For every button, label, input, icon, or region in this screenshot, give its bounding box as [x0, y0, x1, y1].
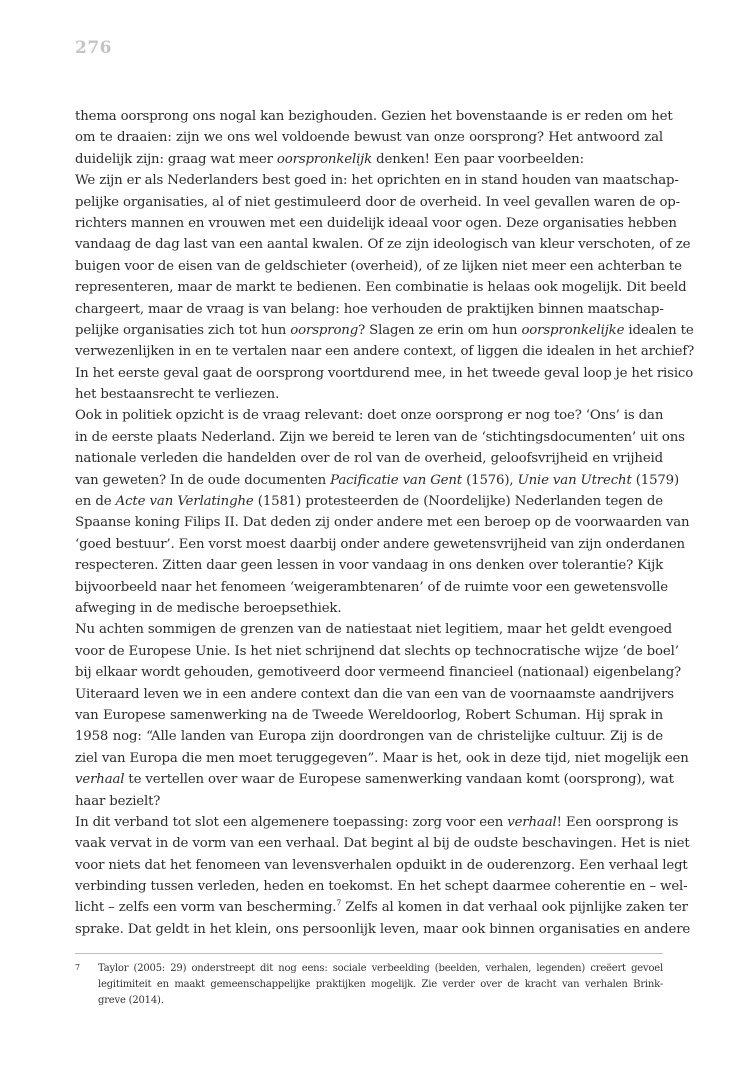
- text-line: 1958 nog: “Alle landen van Europa zijn doordrongen van de christelijke cultuur. Zij is de: [75, 729, 663, 745]
- text-line: Uiteraard leven we in een andere context dan die van een van de voornaamste aandrijvers: [75, 686, 674, 702]
- italic-term: Pacificatie van Gent: [330, 472, 463, 488]
- footnote-text: [98, 961, 663, 1009]
- text-line: licht – zelfs een vorm van bescherming.$^7$ Zelfs al komen in dat verhaal ook pijnlijke zaken ter: [75, 899, 688, 916]
- footnote-line: legitimiteit en maakt gemeenschappelijke praktijken mogelijk. Zie verder over de kracht van verhalen Brink-: [98, 979, 663, 990]
- italic-term: Unie van Utrecht: [517, 472, 632, 488]
- text-line: voor niets dat het fenomeen van levensverhalen opduikt in de ouderenzorg. Een verhaal legt: [75, 857, 688, 873]
- italic-term: verhaal: [507, 814, 557, 830]
- text-line: thema oorsprong ons nogal kan bezighouden. Gezien het bovenstaande is er reden om het: [75, 109, 673, 124]
- text-line: richters mannen en vrouwen met een duidelijk ideaal voor ogen. Deze organisaties hebben: [75, 215, 677, 231]
- text-line: en de Acte van Verlatinghe (1581) protesteerden de (Noordelijke) Nederlanden tegen de: [75, 494, 663, 510]
- text-line: verwezenlijken in en te vertalen naar een andere context, of liggen die idealen in het archief?: [75, 344, 695, 360]
- text-line: buigen voor de eisen van de geldschieter (overheid), of ze lijken niet meer een achterban te: [75, 258, 682, 274]
- text-line: bij elkaar wordt gehouden, gemotiveerd door vermeend financieel (nationaal) eigenbelang?: [75, 665, 682, 681]
- text-line: nationale verleden die handelden over de rol van de overheid, geloofsvrijheid en vrijheid: [75, 451, 663, 467]
- text-line: sprake. Dat geldt in het klein, ons persoonlijk leven, maar ook binnen organisaties en andere: [75, 921, 691, 937]
- text-line: pelijke organisaties, al of niet gestimuleerd door de overheid. In veel gevallen waren de op-: [75, 194, 681, 210]
- paragraph: [75, 170, 695, 405]
- text-line: Spaanse koning Filips II. Dat deden zij onder andere met een beroep op de voorwaarden van: [75, 515, 690, 531]
- text-line: bijvoorbeeld naar het fenomeen ‘weigerambtenaren’ of de ruimte voor een gewetensvolle: [75, 579, 668, 595]
- text-line: verbinding tussen verleden, heden en toekomst. En het schept daarmee coherentie en – wel-: [75, 879, 688, 895]
- italic-term: oorsprong: [290, 322, 359, 338]
- footnote-reference[interactable]: 7: [336, 899, 342, 909]
- paragraph: [75, 405, 690, 619]
- italic-term: Acte van Verlatinghe: [115, 494, 254, 510]
- italic-term: oorspronkelijke: [521, 322, 625, 338]
- text-line: We zijn er als Nederlanders best goed in: het oprichten en in stand houden van maatschap-: [75, 173, 679, 189]
- footnote-number: 7: [75, 963, 81, 972]
- paragraph: [75, 106, 673, 170]
- text-line: verhaal te vertellen over waar de Europese samenwerking vandaan komt (oorsprong), wat: [75, 772, 674, 788]
- body-text: [75, 106, 695, 940]
- text-line: duidelijk zijn: graag wat meer oorspronkelijk denken! Een paar voorbeelden:: [75, 151, 584, 167]
- text-line: ziel van Europa die men moet teruggegeven”. Maar is het, ook in deze tijd, niet mogelijk een: [75, 750, 689, 766]
- text-line: in de eerste plaats Nederland. Zijn we bereid te leren van de ‘stichtingsdocumenten’ uit ons: [75, 429, 685, 445]
- text-line: vaak vervat in de vorm van een verhaal. Dat begint al bij de oudste beschavingen. Het is niet: [75, 836, 690, 852]
- text-line: van Europese samenwerking na de Tweede Wereldoorlog, Robert Schuman. Hij sprak in: [75, 707, 663, 723]
- text-line: het bestaansrecht te verliezen.: [75, 387, 280, 403]
- text-line: om te draaien: zijn we ons wel voldoende bewust van onze oorsprong? Het antwoord zal: [75, 130, 663, 146]
- page-number: 276: [75, 38, 112, 58]
- text-line: Ook in politiek opzicht is de vraag relevant: doet onze oorsprong er nog toe? ‘Ons’ is dan: [75, 408, 664, 424]
- text-line: van geweten? In de oude documenten Pacificatie van Gent (1576), Unie van Utrecht (1579): [75, 472, 680, 488]
- text-line: chargeert, maar de vraag is van belang: hoe verhouden de praktijken binnen maatschap-: [75, 301, 664, 317]
- text-line: ‘goed bestuur’. Een vorst moest daarbij onder andere gewetensvrijheid van zijn onderdanen: [75, 536, 685, 552]
- text-line: representeren, maar de markt te bedienen. Een combinatie is helaas ook mogelijk. Dit beeld: [75, 280, 687, 296]
- text-line: vandaag de dag last van een aantal kwalen. Of ze zijn ideologisch van kleur verschoten, of ze: [75, 237, 691, 253]
- text-line: voor de Europese Unie. Is het niet schrijnend dat slechts op technocratische wijze ‘de boel’: [75, 643, 679, 659]
- italic-term: verhaal: [75, 772, 125, 788]
- text-line: afweging in de medische beroepsethiek.: [75, 600, 342, 616]
- paragraph: [75, 812, 691, 940]
- text-line: Nu achten sommigen de grenzen van de natiestaat niet legitiem, maar het geldt evengoed: [75, 622, 673, 638]
- text-line: haar bezielt?: [75, 793, 161, 809]
- footnote: [75, 961, 663, 1009]
- text-line: In dit verband tot slot een algemenere toepassing: zorg voor een verhaal! Een oorsprong is: [75, 814, 679, 830]
- footnote-divider: [75, 953, 663, 954]
- italic-term: oorspronkelijk: [276, 151, 373, 167]
- text-line: pelijke organisaties zich tot hun oorsprong? Slagen ze erin om hun oorspronkelijke idealen te: [75, 322, 694, 338]
- footnote-line: Taylor (2005: 29) onderstreept dit nog eens: sociale verbeelding (beelden, verhalen, legenden) creëert gevoel: [98, 963, 663, 974]
- footnote-line: greve (2014).: [98, 995, 164, 1006]
- paragraph: [75, 619, 689, 812]
- text-line: In het eerste geval gaat de oorsprong voortdurend mee, in het tweede geval loop je het risico: [75, 365, 694, 381]
- text-line: respecteren. Zitten daar geen lessen in voor vandaag in ons denken over tolerantie? Kijk: [75, 558, 663, 574]
